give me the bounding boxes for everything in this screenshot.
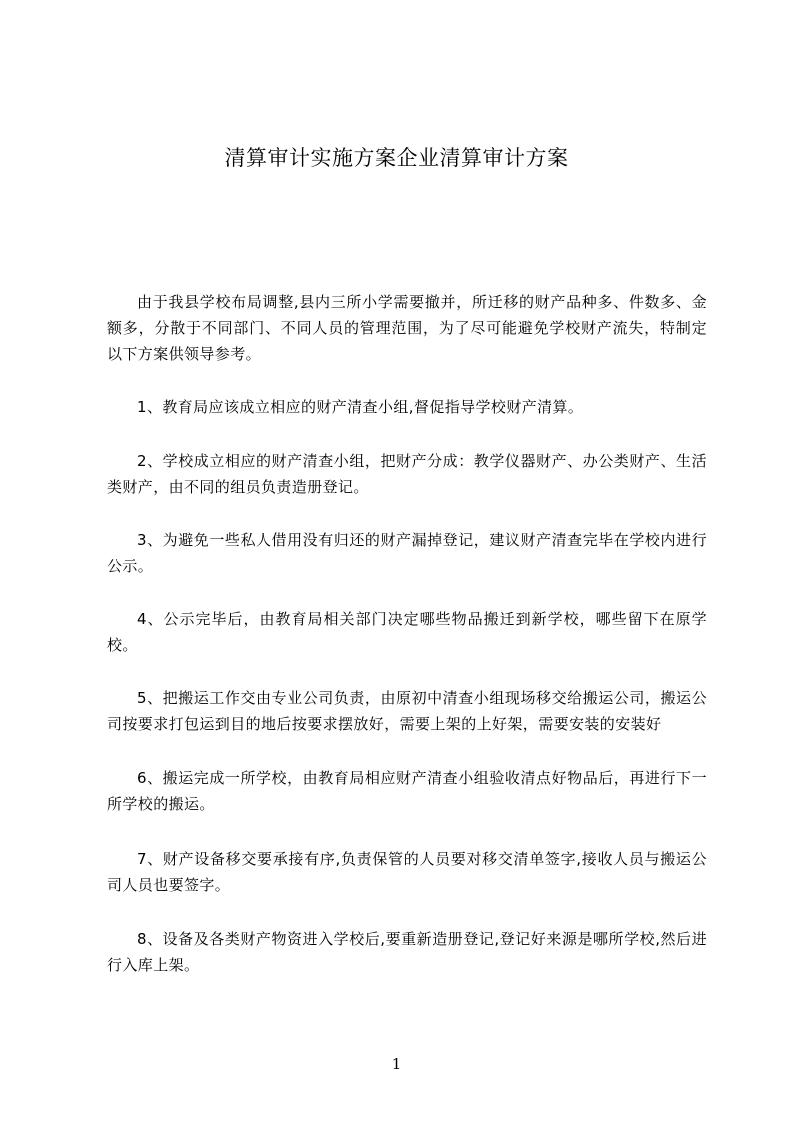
list-item-2: 2、学校成立相应的财产清查小组，把财产分成：教学仪器财产、办公类财产、生活类财产，由不同的组员负责造册登记。 [107,452,707,496]
list-item-5: 5、把搬运工作交由专业公司负责，由原初中清查小组现场移交给搬运公司，搬运公司按要求打包运到目的地后按要求摆放好，需要上架的上好架，需要安装的安装好 [107,689,707,733]
list-item-4: 4、公示完毕后，由教育局相关部门决定哪些物品搬迁到新学校，哪些留下在原学校。 [107,610,707,654]
intro-paragraph: 由于我县学校布局调整,县内三所小学需要撤并，所迁移的财产品种多、件数多、金额多，分散于不同部门、不同人员的管理范围，为了尽可能避免学校财产流失，特制定以下方案供领导参考。 [107,293,707,363]
page-number: 1 [391,1055,402,1073]
list-item-8: 8、设备及各类财产物资进入学校后,要重新造册登记,登记好来源是哪所学校,然后进行入库上架。 [107,930,707,974]
list-item-1: 1、教育局应该成立相应的财产清查小组,督促指导学校财产清算。 [137,398,584,416]
list-item-6: 6、搬运完成一所学校，由教育局相应财产清查小组验收清点好物品后，再进行下一所学校的搬运。 [107,769,707,813]
document-title: 清算审计实施方案企业清算审计方案 [224,146,569,170]
list-item-7: 7、财产设备移交要承接有序,负责保管的人员要对移交清单签字,接收人员与搬运公司人员也要签字。 [107,850,707,894]
list-item-3: 3、为避免一些私人借用没有归还的财产漏掉登记，建议财产清查完毕在学校内进行公示。 [107,531,707,575]
